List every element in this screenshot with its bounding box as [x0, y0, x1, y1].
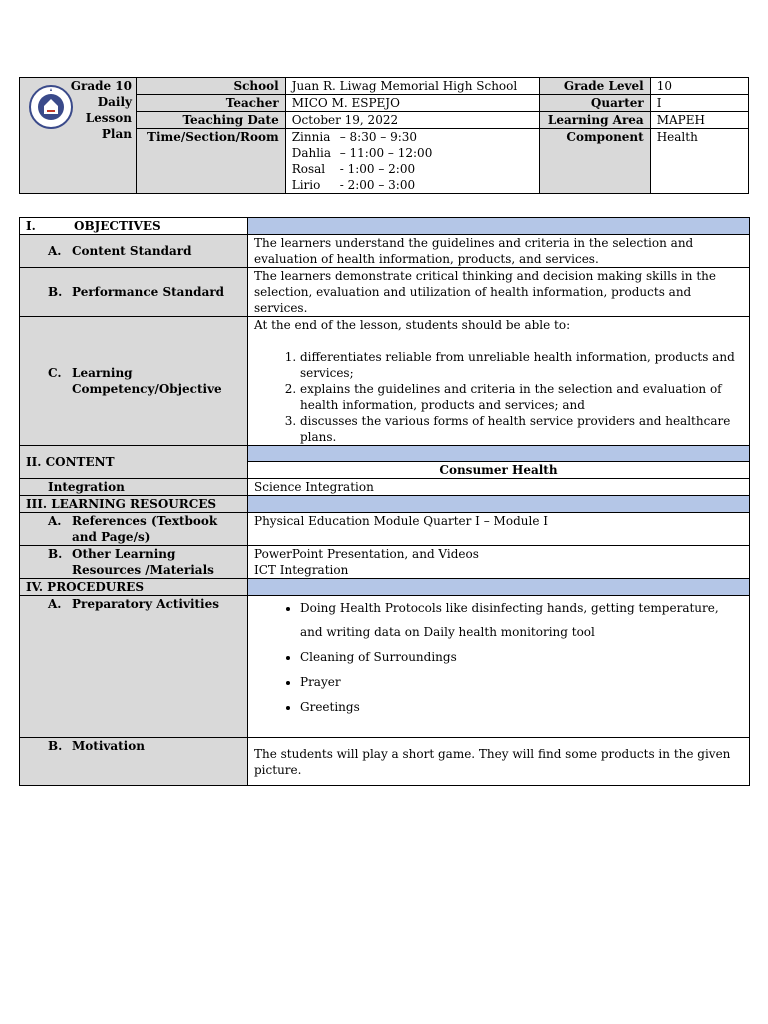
competency-intro: At the end of the lesson, students should be able to: [254, 318, 571, 332]
competency-label: C. Learning Competency/Objective [20, 317, 248, 446]
list-item: 3. discusses the various forms of health service providers and healthcare plans. [300, 413, 743, 445]
list-item: • Greetings [300, 695, 743, 719]
lesson-plan-table [19, 217, 750, 786]
preparatory-cell [248, 596, 750, 738]
school-value: Juan R. Liwag Memorial High School [285, 78, 540, 95]
grade-level-label: Grade Level [540, 78, 650, 95]
content-standard-value: The learners understand the guidelines and criteria in the selection and evaluation of health information, products, and services. [248, 235, 750, 268]
list-item: 2. explains the guidelines and criteria in the selection and evaluation of health information, products and services; and [300, 381, 743, 413]
date-label: Teaching Date [137, 112, 285, 129]
content-heading: II. CONTENT [20, 446, 248, 479]
integration-value: Science Integration [248, 479, 750, 496]
other-resources-value: PowerPoint Presentation, and Videos ICT Integration [248, 546, 750, 579]
motivation-value: The students will play a short game. They will find some products in the given picture. [248, 738, 750, 786]
date-value: October 19, 2022 [285, 112, 540, 129]
integration-label: Integration [20, 479, 248, 496]
resources-heading: III. LEARNING RESOURCES [20, 496, 248, 513]
schedule-row: Lirio - 2:00 – 3:00 [291, 178, 416, 192]
list-item: • Doing Health Protocols like disinfecting hands, getting temperature, and writing data on Daily health monitoring tool [300, 596, 743, 644]
content-standard-label: A. Content Standard [20, 235, 248, 268]
seal-cell [20, 78, 137, 194]
component-label: Component [540, 129, 650, 194]
preparatory-list [254, 596, 743, 719]
competency-cell [248, 317, 750, 446]
grade-title: Grade 10 Daily Lesson Plan [70, 79, 132, 141]
procedures-heading: IV. PROCEDURES [20, 579, 248, 596]
quarter-label: Quarter [540, 95, 650, 112]
references-value: Physical Education Module Quarter I – Module I [248, 513, 750, 546]
list-item: • Cleaning of Surroundings [300, 645, 743, 669]
content-topic: Consumer Health [248, 462, 750, 479]
teacher-value: MICO M. ESPEJO [285, 95, 540, 112]
learning-area-value: MAPEH [650, 112, 748, 129]
teacher-label: Teacher [137, 95, 285, 112]
list-item: 1. differentiates reliable from unreliable health information, products and services; [300, 349, 743, 381]
references-label: A. References (Textbook and Page/s) [20, 513, 248, 546]
schedule-row: Rosal - 1:00 – 2:00 [291, 162, 416, 176]
schedule-row: Zinnia – 8:30 – 9:30 [291, 130, 418, 144]
header-table [19, 77, 749, 194]
preparatory-label: A. Preparatory Activities [20, 596, 248, 738]
performance-standard-value: The learners demonstrate critical thinking and decision making skills in the selection, evaluation and utilization of health information, products and services. [248, 268, 750, 317]
learning-area-label: Learning Area [540, 112, 650, 129]
list-item: • Prayer [300, 670, 743, 694]
component-value: Health [650, 129, 748, 194]
schedule [285, 129, 540, 194]
performance-standard-label: B. Performance Standard [20, 268, 248, 317]
objectives-heading: I. OBJECTIVES [20, 218, 248, 235]
other-resources-label: B. Other Learning Resources /Materials [20, 546, 248, 579]
quarter-value: I [650, 95, 748, 112]
grade-level-value: 10 [650, 78, 748, 95]
schedule-row: Dahlia – 11:00 – 12:00 [291, 146, 433, 160]
school-label: School [137, 78, 285, 95]
competency-list [254, 349, 743, 445]
motivation-label: B. Motivation [20, 738, 248, 786]
time-label: Time/Section/Room [137, 129, 285, 194]
